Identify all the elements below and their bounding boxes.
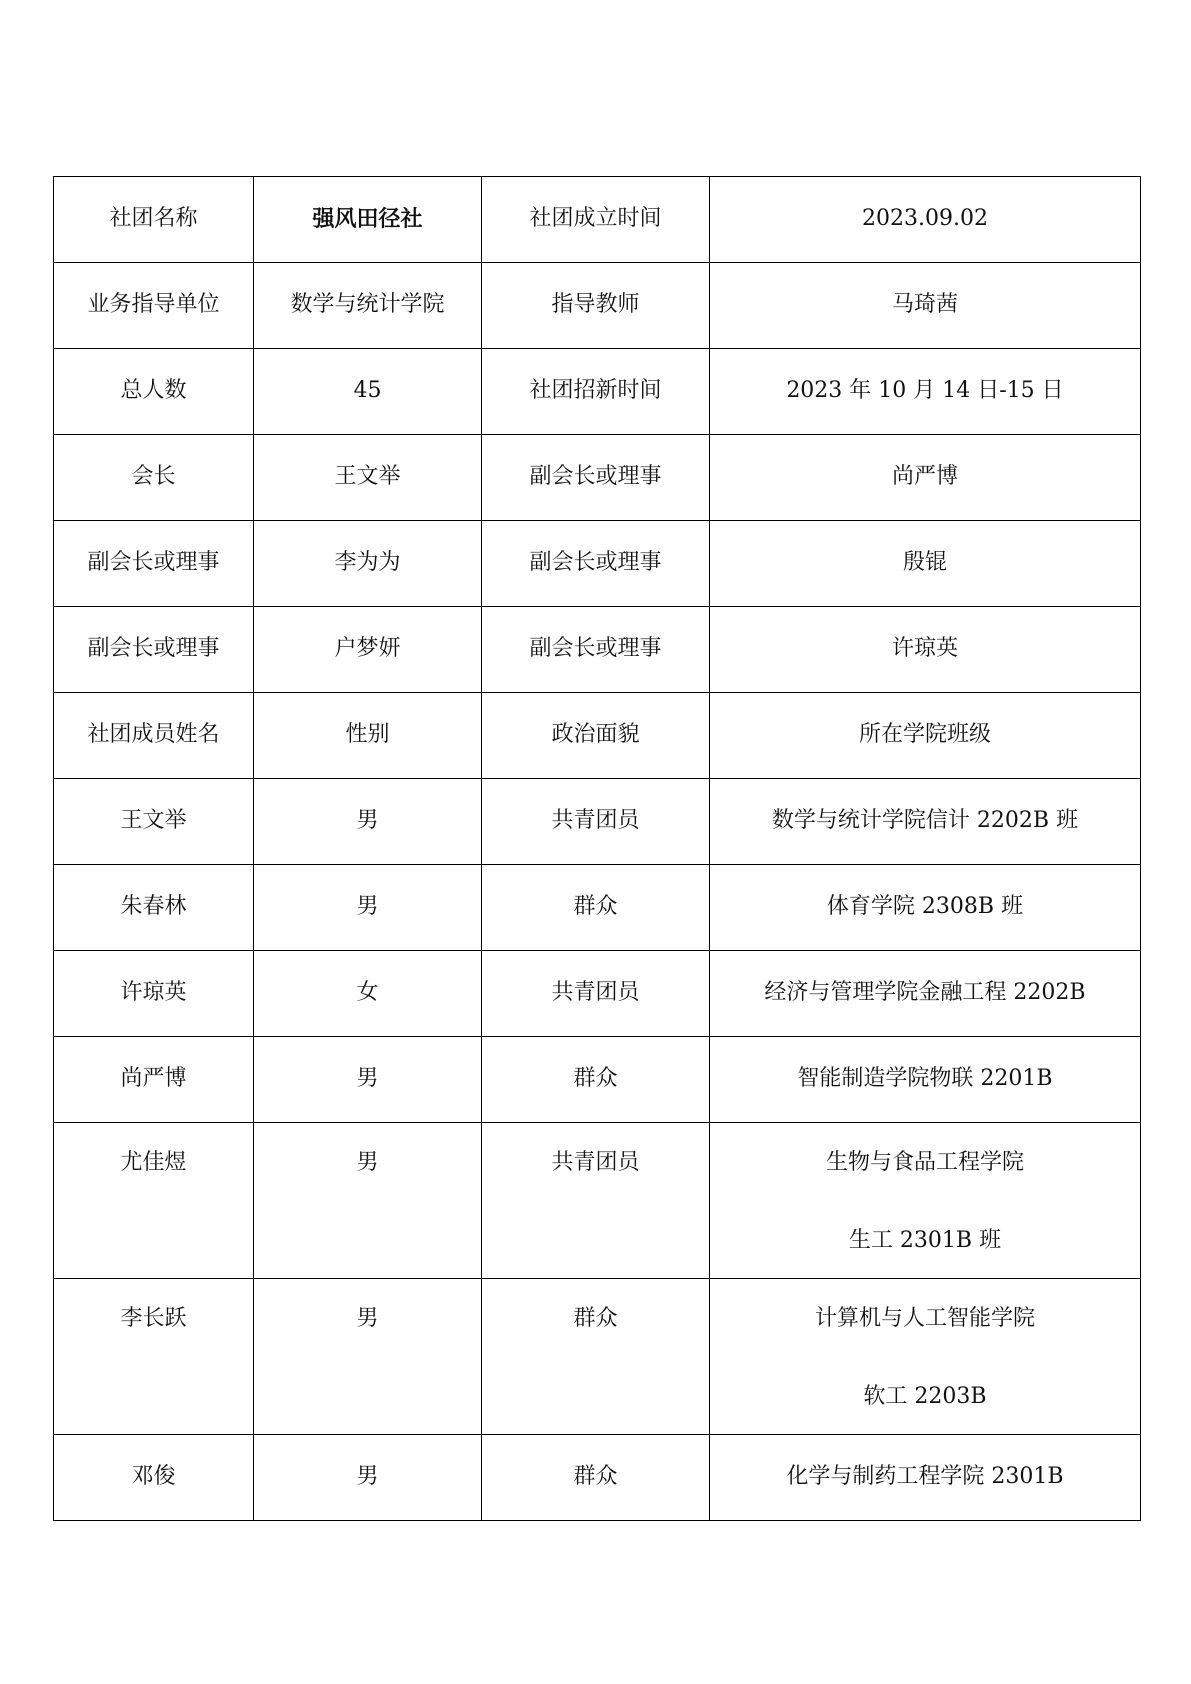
member-gender-cell	[254, 1123, 482, 1279]
total-value: 45	[254, 349, 482, 435]
member-gender: 男	[254, 865, 482, 951]
member-name-cell	[54, 1279, 254, 1435]
member-class: 软工 2203B	[863, 1384, 987, 1410]
member-political: 群众	[482, 865, 710, 951]
college-header: 所在学院班级	[710, 693, 1141, 779]
vp-label: 副会长或理事	[482, 607, 710, 693]
member-political-cell	[482, 1279, 710, 1435]
founded-date: 2023.09.02	[710, 177, 1141, 263]
member-political: 共青团员	[551, 1150, 640, 1175]
info-row	[54, 435, 1141, 521]
member-gender: 男	[254, 779, 482, 865]
political-header: 政治面貌	[482, 693, 710, 779]
president-value: 王文举	[254, 435, 482, 521]
member-name-header: 社团成员姓名	[54, 693, 254, 779]
member-name: 朱春林	[54, 865, 254, 951]
info-row	[54, 349, 1141, 435]
info-row	[54, 607, 1141, 693]
member-college: 智能制造学院物联 2201B	[710, 1037, 1141, 1123]
member-name: 尚严博	[54, 1037, 254, 1123]
unit-value: 数学与统计学院	[254, 263, 482, 349]
member-college-cell	[710, 1123, 1141, 1279]
member-gender: 男	[254, 1037, 482, 1123]
vp-value: 尚严博	[710, 435, 1141, 521]
member-class: 生工 2301B 班	[848, 1228, 1002, 1254]
member-political: 共青团员	[482, 779, 710, 865]
recruit-label: 社团招新时间	[482, 349, 710, 435]
vp-value: 李为为	[254, 521, 482, 607]
unit-label: 业务指导单位	[54, 263, 254, 349]
members-header-row	[54, 693, 1141, 779]
member-gender: 男	[254, 1435, 482, 1521]
club-name: 强风田径社	[254, 177, 482, 263]
member-gender-cell	[254, 1279, 482, 1435]
member-row	[54, 1123, 1141, 1279]
total-label: 总人数	[54, 349, 254, 435]
member-gender: 男	[356, 1150, 379, 1175]
member-college: 计算机与人工智能学院	[814, 1306, 1035, 1331]
recruit-value: 2023 年 10 月 14 日-15 日	[710, 349, 1141, 435]
member-college: 数学与统计学院信计 2202B 班	[710, 779, 1141, 865]
member-name: 李长跃	[120, 1306, 187, 1331]
vp-label: 副会长或理事	[54, 607, 254, 693]
member-name: 王文举	[54, 779, 254, 865]
president-label: 会长	[54, 435, 254, 521]
member-name: 邓俊	[54, 1435, 254, 1521]
member-row	[54, 779, 1141, 865]
gender-header: 性别	[254, 693, 482, 779]
club-name-label: 社团名称	[54, 177, 254, 263]
vp-value: 许琼英	[710, 607, 1141, 693]
member-political: 群众	[482, 1435, 710, 1521]
vp-label: 副会长或理事	[482, 521, 710, 607]
info-row	[54, 521, 1141, 607]
member-college: 经济与管理学院金融工程 2202B	[710, 951, 1141, 1037]
advisor-label: 指导教师	[482, 263, 710, 349]
vp-label: 副会长或理事	[54, 521, 254, 607]
member-political: 群众	[573, 1306, 618, 1331]
member-row	[54, 1435, 1141, 1521]
member-political-cell	[482, 1123, 710, 1279]
member-name: 许琼英	[54, 951, 254, 1037]
member-political: 群众	[482, 1037, 710, 1123]
member-name: 尤佳煜	[120, 1150, 187, 1175]
info-row	[54, 177, 1141, 263]
vp-value: 户梦妍	[254, 607, 482, 693]
member-gender: 男	[356, 1306, 379, 1331]
member-political: 共青团员	[482, 951, 710, 1037]
member-college-cell	[710, 1279, 1141, 1435]
member-row	[54, 951, 1141, 1037]
vp-label: 副会长或理事	[482, 435, 710, 521]
vp-value: 殷锟	[710, 521, 1141, 607]
member-row	[54, 1279, 1141, 1435]
member-row	[54, 1037, 1141, 1123]
member-gender: 女	[254, 951, 482, 1037]
info-row	[54, 263, 1141, 349]
member-row	[54, 865, 1141, 951]
advisor-value: 马琦茜	[710, 263, 1141, 349]
member-college: 体育学院 2308B 班	[710, 865, 1141, 951]
founded-label: 社团成立时间	[482, 177, 710, 263]
club-registration-table	[53, 176, 1141, 1521]
member-college: 化学与制药工程学院 2301B	[710, 1435, 1141, 1521]
member-name-cell	[54, 1123, 254, 1279]
member-college: 生物与食品工程学院	[825, 1150, 1024, 1175]
